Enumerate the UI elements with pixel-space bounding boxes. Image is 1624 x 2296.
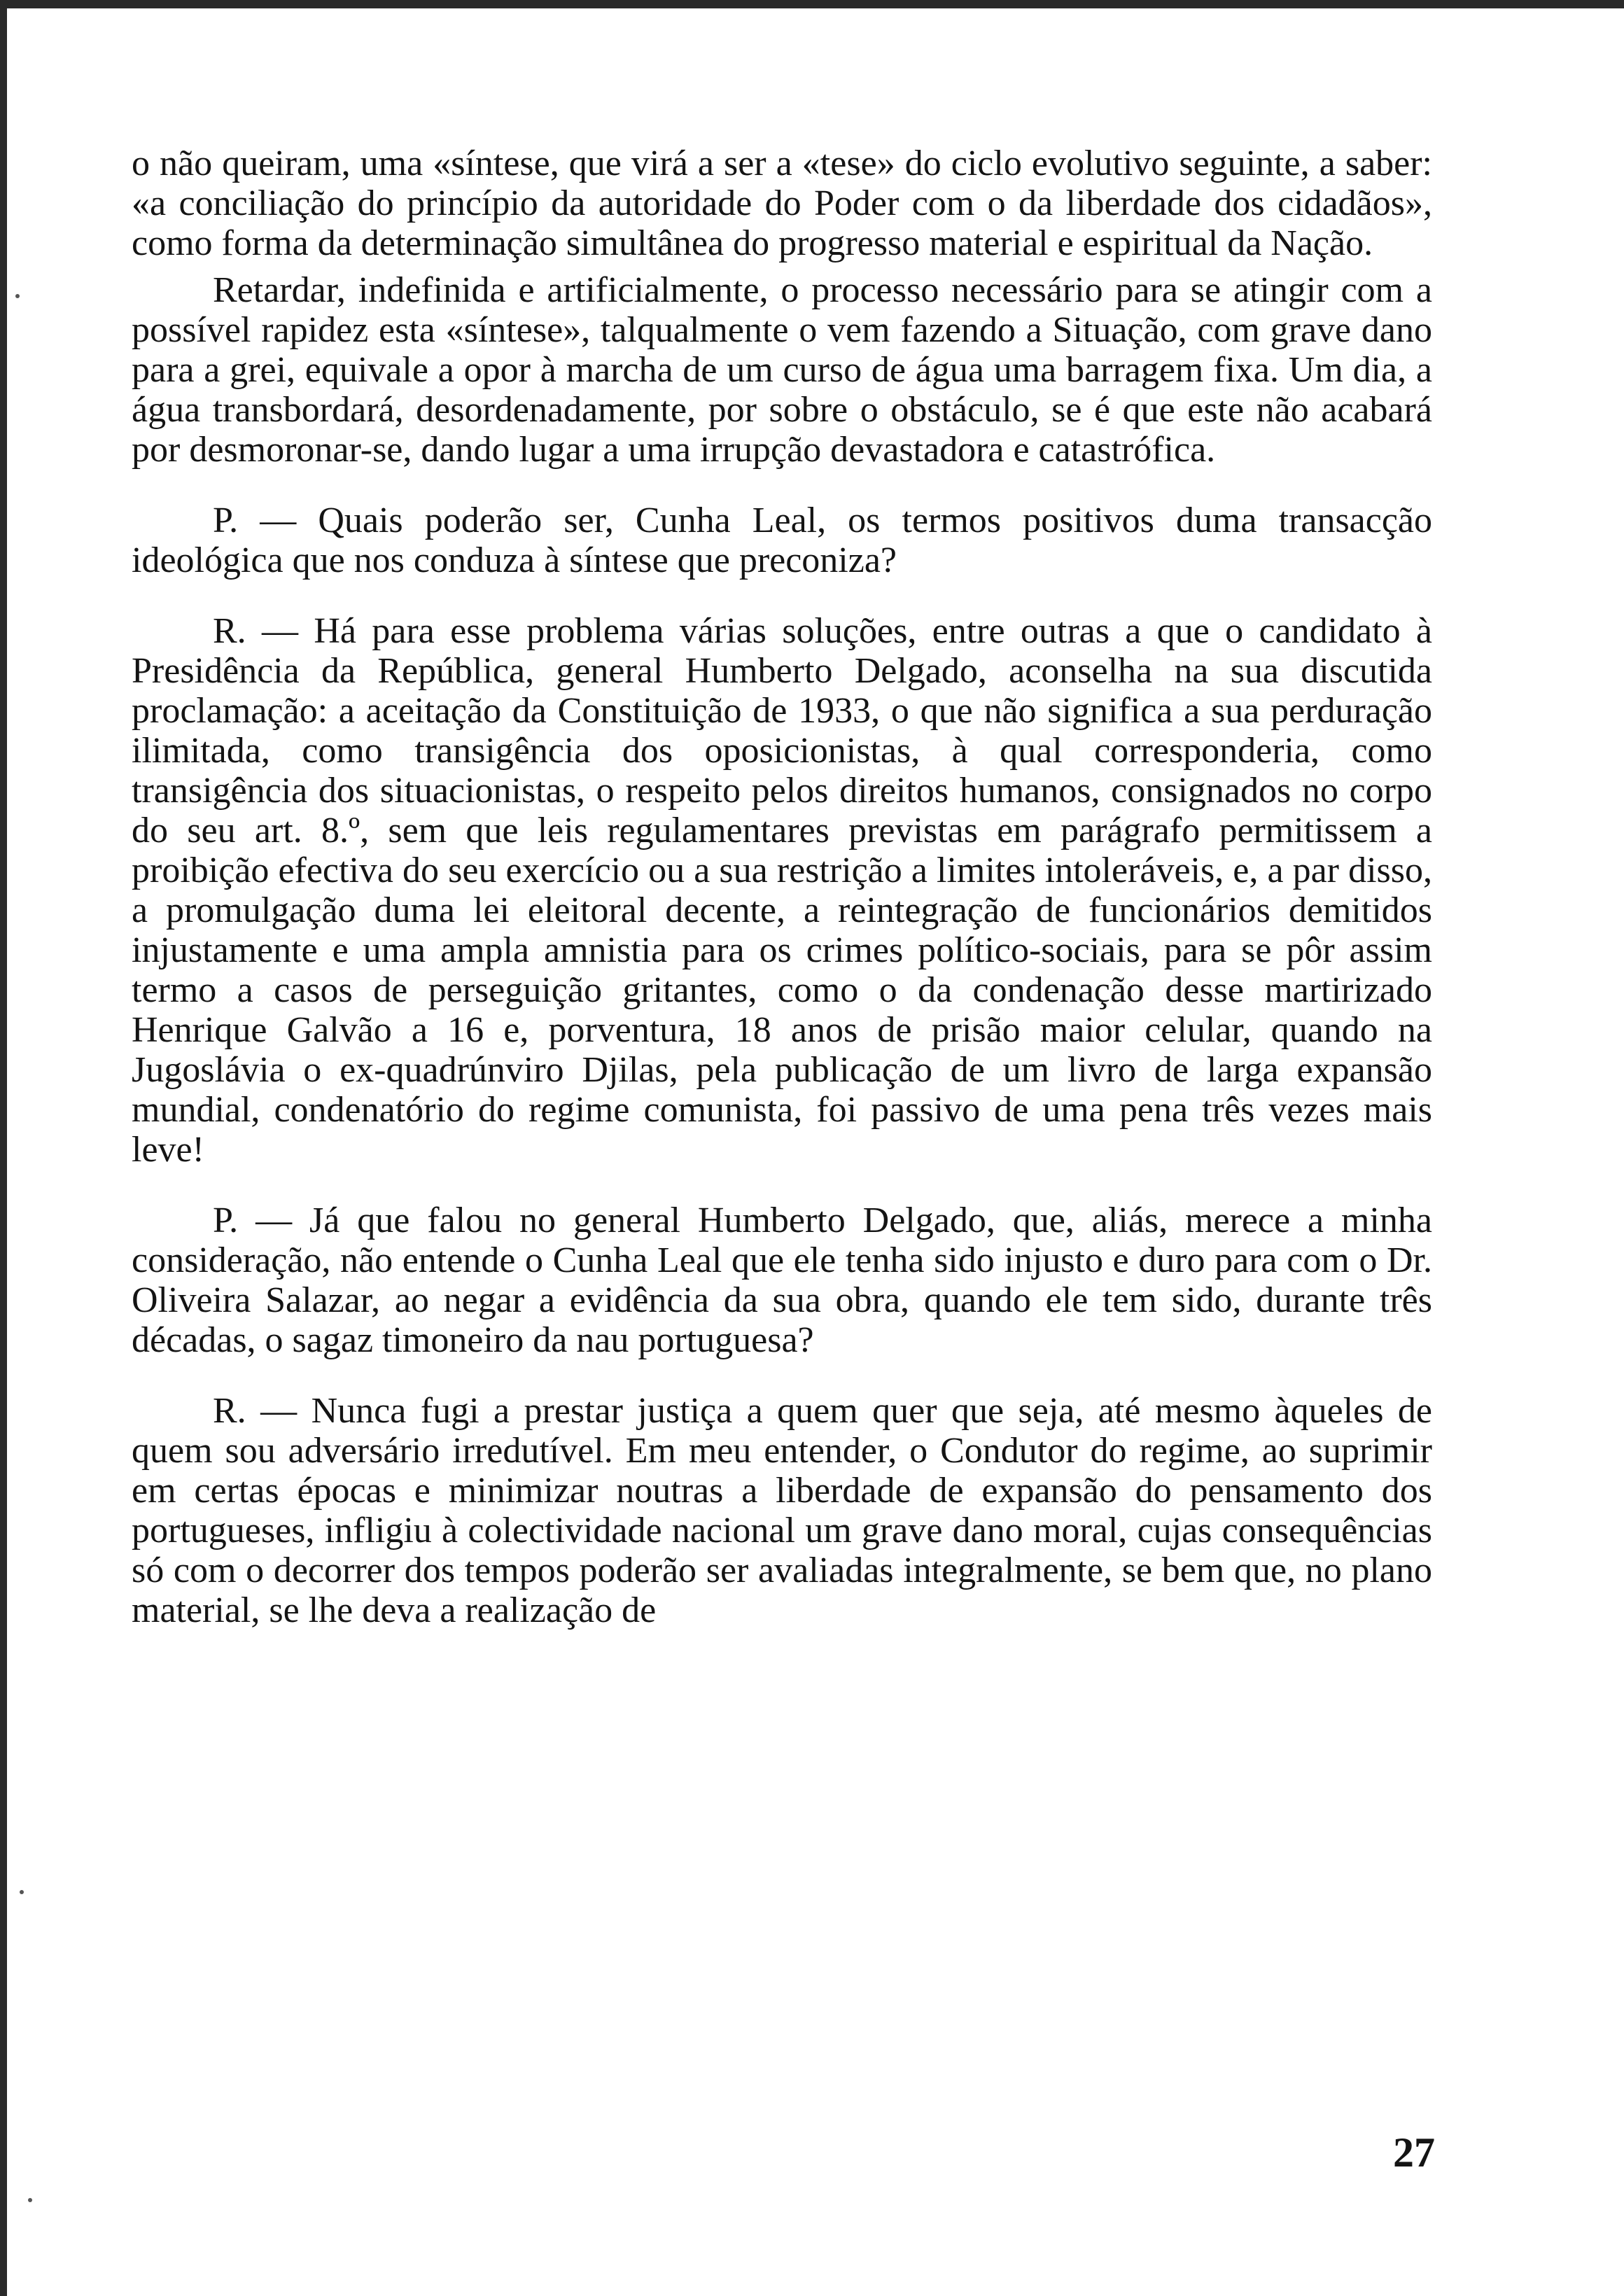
- answer-paragraph: R. — Nunca fugi a prestar justiça a quem quer que seja, até mesmo àqueles de quem sou adversário irredutível. Em meu entender, o Condutor do regime, ao suprimir em certas épocas e minimizar noutras a liberdade de expansão do pensamento dos portugueses, infligiu à colectividade nacional um grave dano moral, cujas consequências só com o decorrer dos tempos poderão ser avaliadas integralmente, se bem que, no plano material, se lhe deva a realização de: [132, 1391, 1432, 1630]
- scan-speck: [28, 2198, 32, 2202]
- paragraph-retardar: Retardar, indefinida e artificialmente, o processo necessário para se atingir com a possível rapidez esta «síntese», talqualmente o vem fazendo a Situação, com grave dano para a grei, equivale a opor à marcha de um curso de água uma barragem fixa. Um dia, a água transbordará, desordenadamente, por sobre o obstáculo, se é que este não acabará por desmoronar-se, dando lugar a uma irrupção devastadora e catastrófica.: [132, 270, 1432, 470]
- paragraph-continuation: o não queiram, uma «síntese, que virá a ser a «tese» do ciclo evolutivo seguinte, a saber: «a conciliação do princípio da autoridade do Poder com o da liberdade dos cidadãos», como forma da determinação simultânea do progresso material e espiritual da Nação.: [132, 144, 1432, 263]
- body-text: [132, 144, 1432, 1630]
- question-paragraph: P. — Já que falou no general Humberto Delgado, que, aliás, merece a minha consideração, não entende o Cunha Leal que ele tenha sido injusto e duro para com o Dr. Oliveira Salazar, ao negar a evidência da sua obra, quando ele tem sido, durante três décadas, o sagaz timoneiro da nau portuguesa?: [132, 1200, 1432, 1360]
- scan-border-top: [0, 0, 1624, 8]
- scan-border-left: [0, 0, 7, 2296]
- scan-speck: [15, 294, 20, 298]
- scan-speck: [20, 1890, 24, 1894]
- question-paragraph: P. — Quais poderão ser, Cunha Leal, os termos positivos duma transacção ideológica que nos conduza à síntese que preconiza?: [132, 500, 1432, 580]
- page-number: 27: [1393, 2129, 1435, 2176]
- answer-paragraph: R. — Há para esse problema várias soluções, entre outras a que o candidato à Presidência da República, general Humberto Delgado, aconselha na sua discutida proclamação: a aceitação da Constituição de 1933, o que não significa a sua perduração ilimitada, como transigência dos oposicionistas, à qual corresponderia, como transigência dos situacionistas, o respeito pelos direitos humanos, consignados no corpo do seu art. 8.º, sem que leis regulamentares previstas em parágrafo permitissem a proibição efectiva do seu exercício ou a sua restrição a limites intoleráveis, e, a par disso, a promulgação duma lei eleitoral decente, a reintegração de funcionários demitidos injustamente e uma ampla amnistia para os crimes político-sociais, para se pôr assim termo a casos de perseguição gritantes, como o da condenação desse martirizado Henrique Galvão a 16 e, porventura, 18 anos de prisão maior celular, quando na Jugoslávia o ex-quadrúnviro Djilas, pela publicação de um livro de larga expansão mundial, condenatório do regime comunista, foi passivo de uma pena três vezes mais leve!: [132, 611, 1432, 1170]
